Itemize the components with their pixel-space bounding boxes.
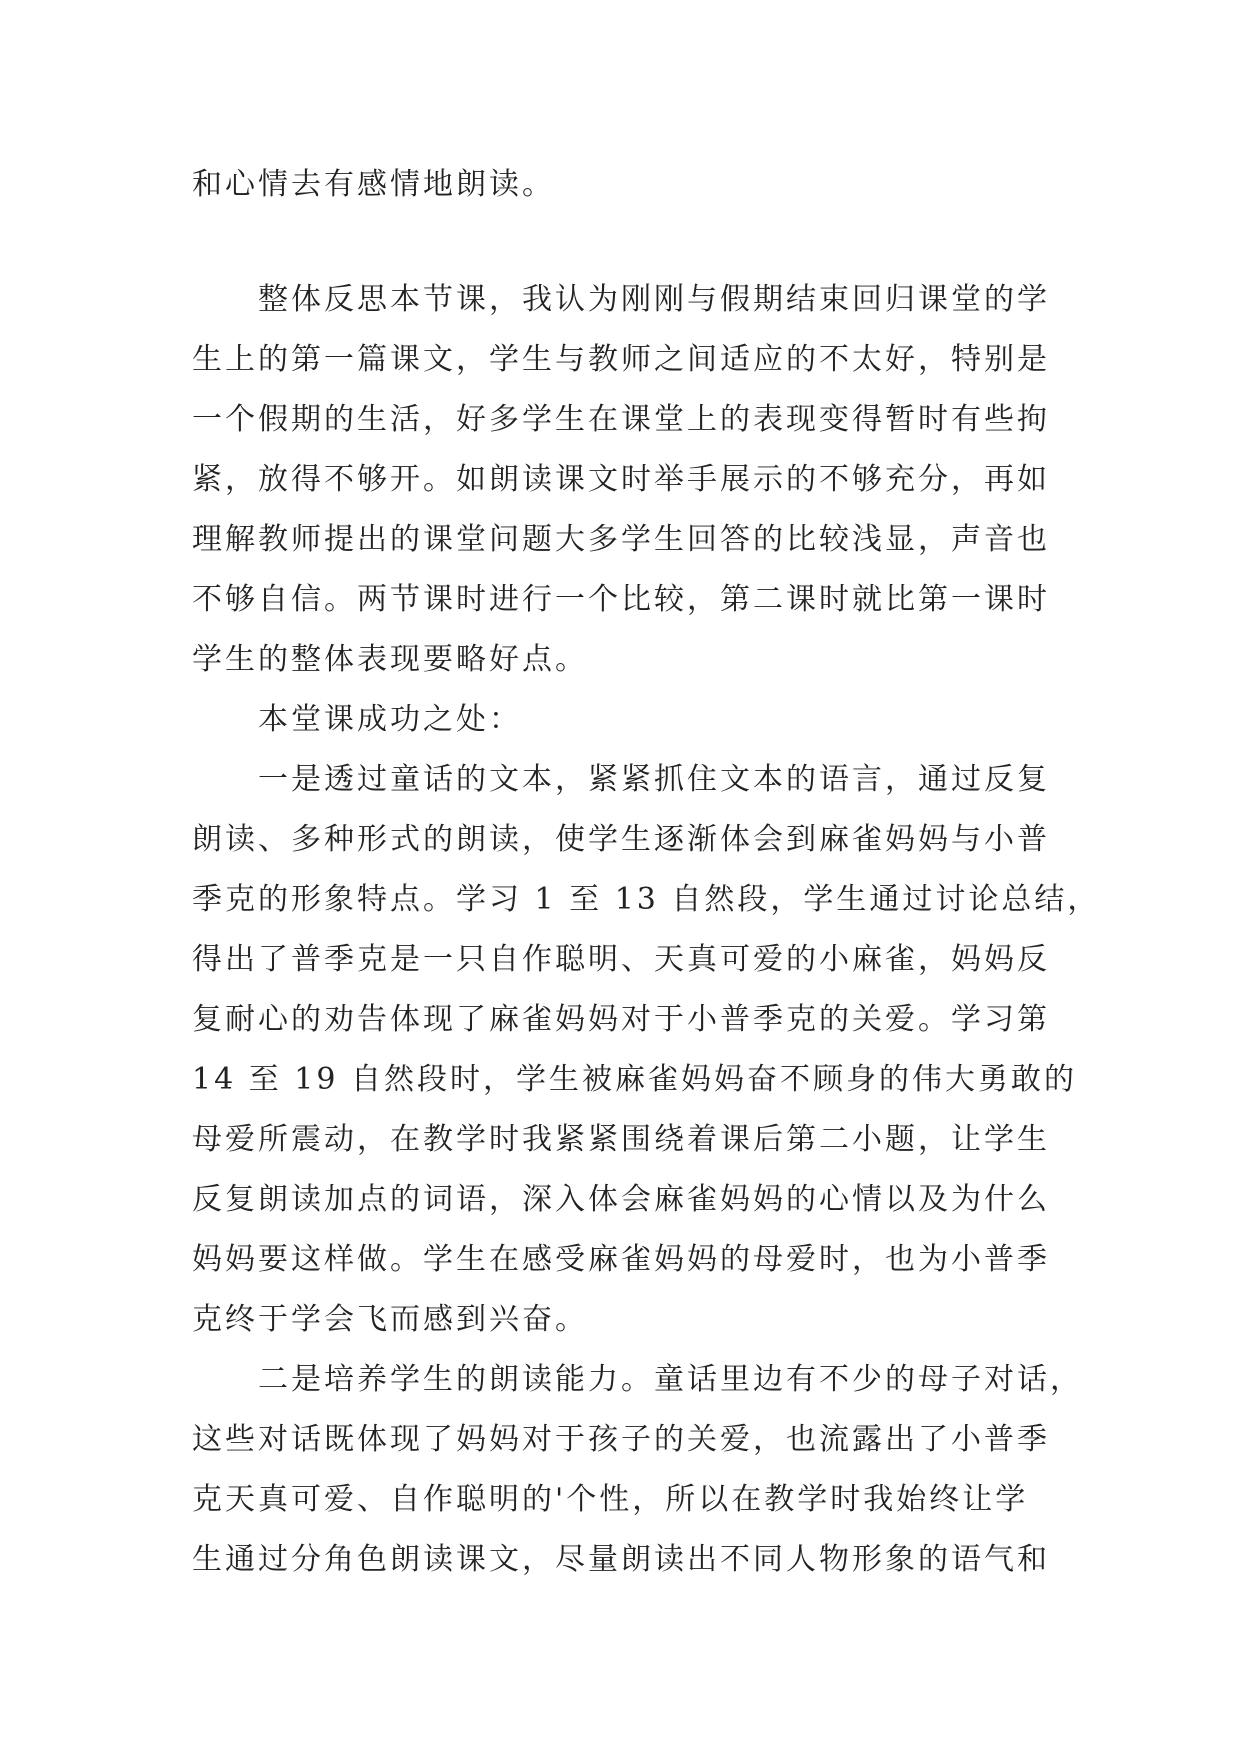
text-line: 和心情去有感情地朗读。 — [192, 167, 555, 202]
text-line: 理解教师提出的课堂问题大多学生回答的比较浅显，声音也 — [192, 522, 1050, 557]
text-line: 本堂课成功之处： — [258, 702, 522, 737]
text-line: 生通过分角色朗读课文，尽量朗读出不同人物形象的语气和 — [192, 1542, 1050, 1577]
text-line: 紧，放得不够开。如朗读课文时举手展示的不够充分，再如 — [192, 462, 1050, 497]
text-line: 得出了普季克是一只自作聪明、天真可爱的小麻雀，妈妈反 — [192, 942, 1050, 977]
text-line: 生上的第一篇课文，学生与教师之间适应的不太好，特别是 — [192, 342, 1050, 377]
text-line: 妈妈要这样做。学生在感受麻雀妈妈的母爱时，也为小普季 — [192, 1242, 1050, 1277]
text-line: 母爱所震动，在教学时我紧紧围绕着课后第二小题，让学生 — [192, 1122, 1050, 1157]
text-line: 学生的整体表现要略好点。 — [192, 642, 588, 677]
text-line: 一是透过童话的文本，紧紧抓住文本的语言，通过反复 — [258, 762, 1050, 797]
text-line: 这些对话既体现了妈妈对于孩子的关爱，也流露出了小普季 — [192, 1422, 1050, 1457]
text-line: 朗读、多种形式的朗读，使学生逐渐体会到麻雀妈妈与小普 — [192, 822, 1050, 857]
text-line: 整体反思本节课，我认为刚刚与假期结束回归课堂的学 — [258, 282, 1050, 317]
text-line: 克天真可爱、自作聪明的'个性，所以在教学时我始终让学 — [192, 1482, 1029, 1517]
text-line: 克终于学会飞而感到兴奋。 — [192, 1302, 588, 1337]
text-line: 14 至 19 自然段时，学生被麻雀妈妈奋不顾身的伟大勇敢的 — [192, 1062, 1077, 1097]
text-line: 二是培养学生的朗读能力。童话里边有不少的母子对话， — [258, 1362, 1083, 1397]
body-text — [192, 270, 1101, 1590]
text-line: 复耐心的劝告体现了麻雀妈妈对于小普季克的关爱。学习第 — [192, 1002, 1050, 1037]
text-line: 一个假期的生活，好多学生在课堂上的表现变得暂时有些拘 — [192, 402, 1050, 437]
continuation-paragraph — [192, 155, 1052, 215]
text-line: 不够自信。两节课时进行一个比较，第二课时就比第一课时 — [192, 582, 1050, 617]
text-line: 反复朗读加点的词语，深入体会麻雀妈妈的心情以及为什么 — [192, 1182, 1050, 1217]
text-line: 季克的形象特点。学习 1 至 13 自然段，学生通过讨论总结， — [192, 882, 1101, 917]
